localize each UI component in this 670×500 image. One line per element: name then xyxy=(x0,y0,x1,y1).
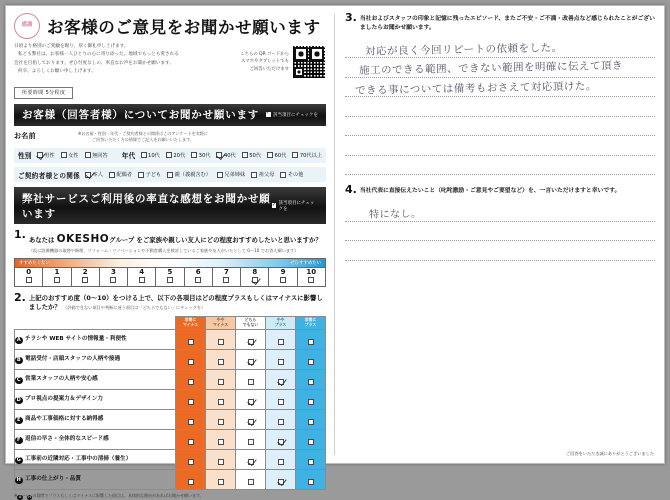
form-header xyxy=(14,13,326,39)
impact-matrix-head xyxy=(15,316,326,329)
matrix-cell[interactable] xyxy=(206,349,236,369)
nps-right-label: ぜひすすめたい xyxy=(290,260,321,266)
checkbox-icon[interactable] xyxy=(278,459,284,465)
matrix-row-letter: D xyxy=(16,397,21,404)
matrix-cell[interactable] xyxy=(176,409,206,429)
right-column xyxy=(335,6,664,463)
question-2-text-main: 上記のおすすめ度（0〜10）をつける上で、以下の各項目はどの程度プラスもしくはマイナスに影響しましたか？ xyxy=(28,294,323,312)
matrix-cell[interactable] xyxy=(266,449,296,469)
matrix-cell[interactable] xyxy=(236,389,266,409)
answer-line xyxy=(345,117,655,137)
matrix-footnote-dash: 〜 xyxy=(22,493,27,499)
checkbox-icon[interactable] xyxy=(278,399,284,405)
matrix-row xyxy=(15,449,326,469)
checkbox-icon[interactable] xyxy=(280,277,286,283)
checkbox-icon[interactable] xyxy=(292,152,298,158)
impact-matrix-header-row xyxy=(15,316,326,329)
checkbox-icon[interactable] xyxy=(278,339,284,345)
matrix-row xyxy=(15,349,326,369)
matrix-cell[interactable] xyxy=(206,429,236,449)
checkbox-checked-icon[interactable] xyxy=(248,399,254,405)
nps-cell-number: 3 xyxy=(110,268,116,277)
relation-option[interactable] xyxy=(280,171,303,178)
relation-option-label: 祖父母 xyxy=(258,172,275,179)
question-4 xyxy=(345,185,655,196)
age-option-label: 10代 xyxy=(148,152,160,159)
question-4-answer-area[interactable] xyxy=(345,202,655,261)
gender-options xyxy=(37,152,108,159)
age-option-label: 30代 xyxy=(198,152,211,159)
checkbox-icon[interactable] xyxy=(251,172,257,178)
section-bar-service-note xyxy=(272,200,318,212)
matrix-cell[interactable] xyxy=(296,389,326,409)
checkbox-icon[interactable] xyxy=(308,339,314,345)
age-option-label: 50代 xyxy=(249,152,262,159)
matrix-cell[interactable] xyxy=(206,329,236,349)
checkbox-hint-icon-2 xyxy=(272,203,276,208)
nps-cell[interactable] xyxy=(128,268,156,286)
answer-line xyxy=(345,222,655,242)
checkbox-icon[interactable] xyxy=(242,152,248,158)
age-option[interactable] xyxy=(141,152,160,159)
nps-cells xyxy=(15,267,325,286)
section-bar-service-note-text: 該当項目にチェックを xyxy=(278,200,315,212)
relation-row xyxy=(14,167,326,182)
question-3-answer-area[interactable] xyxy=(345,39,655,176)
matrix-cell[interactable] xyxy=(176,389,206,409)
question-3-number: 3. xyxy=(345,11,357,24)
matrix-cell[interactable] xyxy=(236,449,266,469)
checkbox-icon[interactable] xyxy=(218,379,224,385)
relation-option[interactable] xyxy=(167,171,211,178)
handwritten-answer-line-2: 施工のできる範囲、できない範囲を明確に伝えて頂き xyxy=(358,59,624,77)
answer-line xyxy=(345,241,655,261)
matrix-row-label: G 工事前の近隣対応・工事中の清掃（養生） xyxy=(15,449,176,469)
nps-gradient-bar xyxy=(15,259,325,267)
matrix-row xyxy=(15,329,326,349)
answer-line xyxy=(345,97,655,117)
checkbox-checked-icon[interactable] xyxy=(278,479,284,485)
checkbox-icon[interactable] xyxy=(139,277,145,283)
brand-name: OKESHO xyxy=(56,232,110,245)
checkbox-icon[interactable] xyxy=(308,459,314,465)
checkbox-icon[interactable] xyxy=(188,419,194,425)
relation-option[interactable] xyxy=(109,171,132,178)
question-3 xyxy=(345,13,655,33)
checkbox-icon[interactable] xyxy=(188,359,194,365)
nps-cell[interactable] xyxy=(213,268,241,286)
matrix-footnote-h: H xyxy=(28,494,31,499)
matrix-cell[interactable] xyxy=(296,469,326,489)
matrix-cell[interactable] xyxy=(266,389,296,409)
nps-cell[interactable] xyxy=(15,268,43,286)
matrix-cell[interactable] xyxy=(176,349,206,369)
intro-line-3: 会社を目指しております。ぜひ忖度なしの、率直なお声をお聞かせ願います。 xyxy=(14,60,174,66)
matrix-cell[interactable] xyxy=(266,349,296,369)
handwritten-answer-line-1: 対応が良く今回リピートの依頼をした。 xyxy=(364,41,563,58)
checkbox-icon[interactable] xyxy=(217,172,223,178)
relation-option-label: 本人 xyxy=(92,172,103,179)
matrix-footnote-pre: ※ xyxy=(14,493,18,499)
checkbox-checked-icon[interactable] xyxy=(252,277,258,283)
age-option-label: 70代以上 xyxy=(299,152,322,159)
checkbox-icon[interactable] xyxy=(223,277,229,283)
gender-option[interactable] xyxy=(61,152,79,159)
matrix-row-letter: C xyxy=(16,377,21,384)
matrix-cell[interactable] xyxy=(236,469,266,489)
matrix-cell[interactable] xyxy=(236,429,266,449)
nps-cell-number: 9 xyxy=(280,268,286,277)
checkbox-icon[interactable] xyxy=(188,399,194,405)
nps-cell-number: 10 xyxy=(306,268,317,277)
relation-option[interactable] xyxy=(85,171,103,178)
question-1-text xyxy=(29,230,322,254)
checkbox-icon[interactable] xyxy=(191,152,197,158)
checkbox-icon[interactable] xyxy=(248,439,254,445)
matrix-row-label: C 営業スタッフの人柄や安心感 xyxy=(15,369,176,389)
checkbox-checked-icon[interactable] xyxy=(216,152,222,158)
handwritten-answer-q4: 特になし。 xyxy=(368,209,422,222)
gender-option-label: 女性 xyxy=(68,152,79,159)
matrix-row-letter: A xyxy=(16,337,21,344)
matrix-row xyxy=(15,369,326,389)
qr-caption xyxy=(240,51,289,72)
handwritten-answer-line-3: できる事については備考もおさえて対応頂けた。 xyxy=(354,80,597,97)
nps-cell[interactable] xyxy=(298,268,325,286)
qr-code-icon[interactable] xyxy=(292,45,326,79)
nps-cell-number: 7 xyxy=(224,268,229,277)
section-bar-respondent xyxy=(14,104,326,126)
section-bar-service-title: 弊社サービスご利用後の率直な感想をお聞かせ願います xyxy=(22,192,271,220)
matrix-cell[interactable] xyxy=(296,369,326,389)
nps-cell[interactable] xyxy=(43,268,71,286)
age-option-label: 40代 xyxy=(223,152,236,159)
matrix-cell[interactable] xyxy=(236,329,266,349)
nps-cell-number: 2 xyxy=(82,268,88,277)
matrix-row-letter: F xyxy=(15,437,23,445)
matrix-row-letter: B xyxy=(16,357,21,364)
nps-left-label: すすめたくない xyxy=(19,260,50,266)
duration-badge: 所要時間 5分程度 xyxy=(14,87,73,99)
name-row xyxy=(14,131,326,144)
qr-block xyxy=(240,43,326,79)
matrix-cell[interactable] xyxy=(176,449,206,469)
relation-options xyxy=(85,171,303,178)
nps-cell-number: 0 xyxy=(26,268,32,277)
qr-caption-line-3: ご回答いただけます xyxy=(249,66,289,72)
question-4-text: 当社代表に直接伝えたいこと（叱咤激励・ご意見やご要望など）を、一言いただけますと幸いです。 xyxy=(359,188,621,195)
gender-option-label: 無回答 xyxy=(92,152,108,159)
nps-cell[interactable] xyxy=(269,268,297,286)
matrix-column-header: 非常に マイナス xyxy=(176,316,206,329)
relation-option-label: 子ども xyxy=(145,172,162,179)
checkbox-icon[interactable] xyxy=(278,419,284,425)
checkbox-icon[interactable] xyxy=(110,277,116,283)
matrix-cell[interactable] xyxy=(206,389,236,409)
matrix-column-header: どちら でもない xyxy=(236,316,266,329)
checkbox-checked-icon[interactable] xyxy=(248,339,254,345)
matrix-column-header: 非常に プラス xyxy=(296,316,326,329)
age-option[interactable] xyxy=(242,152,261,159)
question-3-text: 当社およびスタッフの印象と記憶に残ったエピソード、またご不安・ご不満・改善点など感じられたことがございましたらお聞かせ願います。 xyxy=(359,16,655,31)
question-2-text xyxy=(29,293,326,313)
checkbox-icon[interactable] xyxy=(109,172,115,178)
matrix-footnote xyxy=(14,493,326,500)
intro-line-1: 日頃より格別のご愛顧を賜り、厚く御礼申し上げます。 xyxy=(14,44,129,49)
checkbox-icon[interactable] xyxy=(188,439,194,445)
checkbox-icon[interactable] xyxy=(26,277,32,283)
matrix-cell[interactable] xyxy=(266,469,296,489)
page-title: お客様のご意見をお聞かせ願います xyxy=(47,18,321,37)
age-option[interactable] xyxy=(166,152,185,159)
checkbox-icon[interactable] xyxy=(308,277,314,283)
question-1-text-post: グループ をご家族や親しい友人にどの程度おすすめしたいと思いますか？ xyxy=(109,235,322,244)
impact-matrix xyxy=(14,316,326,490)
checkbox-icon[interactable] xyxy=(82,277,88,283)
age-option-label: 20代 xyxy=(173,152,186,159)
checkbox-checked-icon[interactable] xyxy=(278,439,284,445)
checkbox-icon[interactable] xyxy=(218,399,224,405)
checkbox-icon[interactable] xyxy=(308,439,314,445)
checkbox-icon[interactable] xyxy=(278,359,284,365)
question-1 xyxy=(14,230,326,254)
matrix-cell[interactable] xyxy=(296,329,326,349)
matrix-corner-cell xyxy=(15,316,176,329)
matrix-row-label: A チラシや WEB サイトの情報量・利便性 xyxy=(15,329,176,349)
age-option[interactable] xyxy=(216,152,235,159)
intro-line-4: 何卒、よろしくお願い申し上げます。 xyxy=(18,69,96,75)
checkbox-icon[interactable] xyxy=(308,379,314,385)
survey-sheet xyxy=(5,5,665,499)
nps-cell[interactable] xyxy=(72,268,100,286)
matrix-row xyxy=(15,469,326,489)
matrix-cell[interactable] xyxy=(176,469,206,489)
nps-cell[interactable] xyxy=(100,268,128,286)
question-1-number: 1. xyxy=(14,228,26,242)
intro-line-2: 私ども弊社は、お客様一人ひとりの心に寄り添った、地域でもっとも愛される xyxy=(18,52,179,58)
question-2-sub: （評価できない項目や判断に迷う項目は「どちらでもない」にチェックを） xyxy=(63,305,206,311)
checkbox-icon[interactable] xyxy=(308,419,314,425)
matrix-cell[interactable] xyxy=(296,409,326,429)
checkbox-icon[interactable] xyxy=(188,459,194,465)
matrix-cell[interactable] xyxy=(236,349,266,369)
question-1-sub: （仮に設備機器の取替や修理、リフォーム・リノベーションや不動産購入を検討しているご家族や友人がいたとして 0〜10 でお答え願います） xyxy=(28,247,299,253)
nps-cell-number: 1 xyxy=(54,268,60,277)
matrix-cell[interactable] xyxy=(296,449,326,469)
question-2-number: 2. xyxy=(14,290,26,304)
matrix-cell[interactable] xyxy=(176,369,206,389)
gender-label: 性別 xyxy=(18,152,32,161)
matrix-row-label: F 返信の早さ・全体的なスピード感 xyxy=(15,429,176,449)
checkbox-icon[interactable] xyxy=(218,359,224,365)
matrix-cell[interactable] xyxy=(266,429,296,449)
relation-option[interactable] xyxy=(251,171,274,178)
relation-option-label: 親（義親含む） xyxy=(174,172,211,179)
gender-option[interactable] xyxy=(37,152,55,159)
age-option[interactable] xyxy=(191,152,210,159)
question-2 xyxy=(14,290,326,313)
age-option-label: 60代 xyxy=(274,152,287,159)
matrix-row-label: D プロ視点の提案力＆デザイン力 xyxy=(15,389,176,409)
gender-age-row xyxy=(14,148,326,163)
matrix-footnote-tail: の質問でプラスもしくはマイナスに影響した項目は、具体的な理由があればお聞かせ願います。 xyxy=(32,493,204,499)
checkbox-icon[interactable] xyxy=(308,399,314,405)
matrix-cell[interactable] xyxy=(206,469,236,489)
matrix-cell[interactable] xyxy=(206,409,236,429)
checkbox-icon[interactable] xyxy=(218,439,224,445)
left-column xyxy=(6,6,334,499)
relation-option[interactable] xyxy=(217,171,245,178)
nps-scale xyxy=(14,258,326,287)
checkbox-icon[interactable] xyxy=(167,277,173,283)
relation-option-label: 兄弟姉妹 xyxy=(224,172,246,179)
matrix-cell[interactable] xyxy=(176,429,206,449)
relation-label: ご契約者様との関係 xyxy=(18,171,81,180)
name-note-line-2: ご回答いただく方の情報でご記入をお願いいたします。 xyxy=(91,136,194,142)
nps-cell[interactable] xyxy=(156,268,184,286)
nps-cell-number: 6 xyxy=(195,268,201,277)
thanks-note: ご回答をいただき誠にありがとうございました xyxy=(566,451,654,456)
answer-line xyxy=(345,136,655,156)
age-label: 年代 xyxy=(121,152,136,161)
checkbox-checked-icon[interactable] xyxy=(248,419,254,425)
age-option[interactable] xyxy=(292,152,322,159)
qr-caption-line-1: こちらの QR コードから xyxy=(240,52,289,58)
question-1-text-pre: あなたは xyxy=(28,235,57,244)
impact-matrix-body xyxy=(15,329,326,489)
checkbox-icon[interactable] xyxy=(188,379,194,385)
matrix-row-label: B 電話受付・店頭スタッフの人柄や接遇 xyxy=(15,349,176,369)
matrix-row xyxy=(15,389,326,409)
matrix-row-letter: E xyxy=(15,417,23,425)
checkbox-icon[interactable] xyxy=(308,359,314,365)
nps-cell[interactable] xyxy=(241,268,269,286)
relation-option-label: その他 xyxy=(287,172,304,179)
checkbox-checked-icon[interactable] xyxy=(37,152,43,158)
name-note-line-1: ※お名前・性別・年代・ご契約者様との関係はこのアンケートを実際に xyxy=(77,130,208,136)
checkbox-icon[interactable] xyxy=(248,479,254,485)
matrix-cell[interactable] xyxy=(236,369,266,389)
checkbox-icon[interactable] xyxy=(308,479,314,485)
matrix-cell[interactable] xyxy=(266,409,296,429)
checkbox-icon[interactable] xyxy=(61,152,67,158)
section-bar-title: お客様（回答者様）についてお聞かせ願います xyxy=(22,109,260,121)
nps-cell-number: 4 xyxy=(139,268,145,277)
checkbox-icon[interactable] xyxy=(138,172,144,178)
question-4-number: 4. xyxy=(345,183,357,197)
relation-option-label: 配偶者 xyxy=(116,172,133,179)
checkbox-icon[interactable] xyxy=(166,152,172,158)
checkbox-icon[interactable] xyxy=(188,479,194,485)
checkbox-checked-icon[interactable] xyxy=(85,172,91,178)
matrix-cell[interactable] xyxy=(266,329,296,349)
matrix-row-label: E 商品や工事価格に対する納得感 xyxy=(15,409,176,429)
matrix-cell[interactable] xyxy=(296,349,326,369)
nps-cell[interactable] xyxy=(185,268,213,286)
checkbox-checked-icon[interactable] xyxy=(248,459,254,465)
matrix-cell[interactable] xyxy=(176,329,206,349)
checkbox-icon[interactable] xyxy=(267,152,273,158)
matrix-footnote-a: A xyxy=(18,494,22,499)
matrix-row xyxy=(15,409,326,429)
name-note xyxy=(78,131,208,144)
section-bar-service xyxy=(14,187,326,224)
intro-text xyxy=(14,43,234,77)
checkbox-icon[interactable] xyxy=(188,339,194,345)
checkbox-icon[interactable] xyxy=(218,479,224,485)
gender-option-label: 男性 xyxy=(44,152,55,159)
checkbox-icon[interactable] xyxy=(218,339,224,345)
matrix-row xyxy=(15,429,326,449)
gender-option[interactable] xyxy=(85,152,108,159)
matrix-row-letter: H xyxy=(16,477,21,484)
checkbox-icon[interactable] xyxy=(218,459,224,465)
age-options xyxy=(141,152,322,159)
checkbox-icon[interactable] xyxy=(280,172,286,178)
name-label: お名前 xyxy=(14,131,36,140)
matrix-cell[interactable] xyxy=(206,449,236,469)
checkbox-icon[interactable] xyxy=(85,152,91,158)
nps-cell-number: 5 xyxy=(167,268,173,277)
matrix-row-letter: G xyxy=(16,457,21,464)
checkbox-icon[interactable] xyxy=(54,277,60,283)
matrix-column-header: やや プラス xyxy=(266,316,296,329)
checkbox-icon[interactable] xyxy=(167,172,173,178)
matrix-cell[interactable] xyxy=(296,429,326,449)
checkbox-icon[interactable] xyxy=(195,277,201,283)
section-bar-note xyxy=(266,112,318,118)
nps-cell-number: 8 xyxy=(252,268,258,277)
answer-line xyxy=(345,156,655,176)
checkbox-icon[interactable] xyxy=(141,152,147,158)
matrix-column-header: やや マイナス xyxy=(206,316,236,329)
matrix-cell[interactable] xyxy=(206,369,236,389)
matrix-cell[interactable] xyxy=(236,409,266,429)
intro-block xyxy=(14,43,326,79)
checkbox-checked-icon[interactable] xyxy=(248,359,254,365)
relation-option[interactable] xyxy=(138,171,161,178)
checkbox-checked-icon[interactable] xyxy=(278,379,284,385)
matrix-row-label: H 工事の仕上がり・品質 xyxy=(15,469,176,489)
checkbox-hint-icon xyxy=(266,112,271,117)
seal-stamp-icon: 感謝 xyxy=(14,13,40,39)
qr-caption-line-2: スマホやタブレットでも xyxy=(241,59,289,65)
age-option[interactable] xyxy=(267,152,286,159)
checkbox-icon[interactable] xyxy=(248,379,254,385)
matrix-cell[interactable] xyxy=(266,369,296,389)
section-bar-note-text: 該当項目にチェックを xyxy=(273,112,318,118)
checkbox-icon[interactable] xyxy=(218,419,224,425)
